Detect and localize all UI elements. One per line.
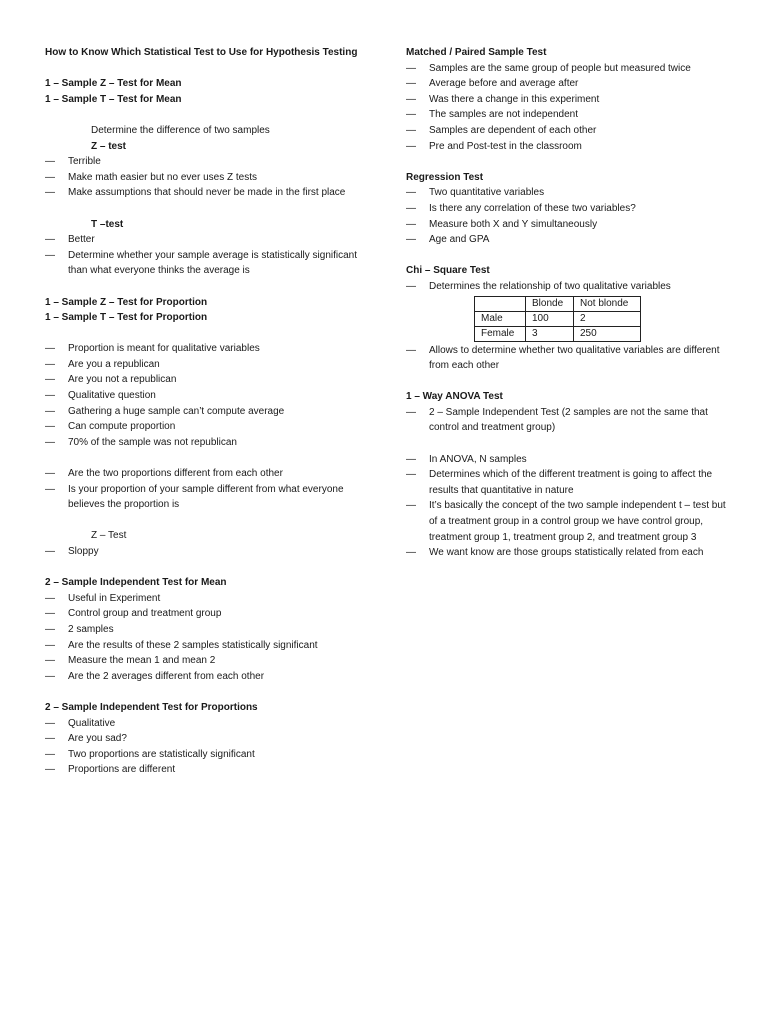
bullet-list [406, 185, 726, 247]
dash-bullet: — [45, 546, 55, 557]
list-item [406, 405, 726, 436]
bullet-list [45, 544, 375, 560]
section-heading: Matched / Paired Sample Test [406, 47, 547, 58]
table-cell: Female [475, 326, 526, 341]
dash-bullet: — [45, 171, 55, 183]
list-item [45, 185, 375, 201]
bullet-list [406, 405, 726, 436]
list-item-text: Proportions are different [68, 764, 176, 776]
list-item [45, 653, 375, 669]
section-intro: Determine the difference of two samples [91, 124, 270, 136]
subheading: Z – test [91, 140, 127, 152]
table-row [475, 311, 641, 326]
dash-bullet: — [45, 639, 55, 651]
dash-bullet: — [45, 608, 55, 620]
dash-bullet: — [45, 405, 55, 417]
dash-bullet: — [45, 764, 55, 776]
list-item-text: Measure both X and Y simultaneously [429, 218, 598, 230]
list-item-text: Useful in Experiment [68, 592, 161, 604]
dash-bullet: — [45, 623, 55, 635]
dash-bullet: — [406, 124, 416, 136]
section-heading: Regression Test [406, 171, 484, 183]
bullet-list [45, 466, 375, 513]
list-item-text: Proportion is meant for qualitative variables [68, 343, 260, 355]
list-item [406, 452, 726, 468]
list-item-text: Determine whether your sample average is statistically significant than what everyone thinks the average is [68, 249, 358, 277]
dash-bullet: — [45, 187, 55, 199]
dash-bullet: — [45, 358, 55, 370]
table-row [475, 326, 641, 341]
dash-bullet: — [406, 218, 416, 230]
dash-bullet: — [406, 234, 416, 246]
list-item [45, 716, 375, 732]
list-item-text: The samples are not independent [429, 109, 578, 121]
list-item [45, 388, 375, 404]
list-item-text: Are the 2 averages different from each other [68, 670, 265, 682]
list-item [406, 92, 726, 108]
list-item [406, 123, 726, 139]
list-item-text: Samples are the same group of people but measured twice [429, 62, 691, 74]
dash-bullet: — [406, 78, 416, 90]
list-item [45, 232, 375, 248]
dash-bullet: — [45, 436, 55, 448]
document-title: How to Know Which Statistical Test to Use for Hypothesis Testing [45, 47, 358, 58]
dash-bullet: — [45, 374, 55, 386]
left-column [45, 45, 375, 778]
bullet-list [45, 232, 375, 279]
list-item [45, 731, 375, 747]
list-item [406, 107, 726, 123]
list-item [406, 139, 726, 155]
dash-bullet: — [406, 453, 416, 465]
dash-bullet: — [45, 483, 55, 495]
section-heading: 2 – Sample Independent Test for Proportions [45, 701, 258, 713]
table-cell: Blonde [526, 296, 574, 311]
list-item-text: Qualitative question [68, 390, 156, 402]
dash-bullet: — [406, 280, 416, 292]
list-item [406, 279, 726, 295]
list-item-text: It’s basically the concept of the two sample independent t – test but of a treatment group in a control group we have control group, treatment group 1, treatment group 2, and treatment group 3 [429, 500, 726, 543]
dash-bullet: — [406, 344, 416, 356]
dash-bullet: — [45, 343, 55, 355]
list-item [45, 404, 375, 420]
bullet-list [406, 452, 726, 561]
list-item-text: Qualitative [68, 717, 116, 729]
dash-bullet: — [406, 469, 416, 481]
list-item-text: Samples are dependent of each other [429, 124, 597, 136]
list-item-text: Are you sad? [68, 733, 127, 745]
right-column [406, 45, 726, 561]
dash-bullet: — [406, 187, 416, 199]
table-cell: 2 [574, 311, 641, 326]
list-item [45, 622, 375, 638]
list-item [45, 170, 375, 186]
list-item-text: Two quantitative variables [429, 187, 545, 199]
table-cell: Not blonde [574, 296, 641, 311]
bullet-list [45, 716, 375, 778]
list-item-text: Are you not a republican [68, 374, 177, 386]
list-item-text: Are the results of these 2 samples statistically significant [68, 639, 318, 651]
list-item [45, 341, 375, 357]
list-item [406, 201, 726, 217]
dash-bullet: — [406, 547, 416, 559]
bullet-list [45, 591, 375, 685]
list-item-text: Measure the mean 1 and mean 2 [68, 655, 216, 667]
section-heading: 1 – Sample Z – Test for Mean [45, 78, 182, 90]
dash-bullet: — [45, 468, 55, 480]
dash-bullet: — [45, 234, 55, 246]
list-item-text: Control group and treatment group [68, 608, 222, 620]
table-cell: 250 [574, 326, 641, 341]
list-item [45, 419, 375, 435]
list-item-text: Are you a republican [68, 358, 160, 370]
table-cell: 100 [526, 311, 574, 326]
section-heading: 1 – Sample T – Test for Mean [45, 93, 182, 105]
list-item [45, 154, 375, 170]
section-heading: 2 – Sample Independent Test for Mean [45, 577, 227, 589]
list-item [406, 545, 726, 561]
list-item-text: Terrible [68, 156, 101, 168]
list-item-text: Two proportions are statistically significant [68, 748, 255, 760]
list-item-text: Make math easier but no ever uses Z tests [68, 171, 257, 183]
dash-bullet: — [406, 62, 416, 74]
list-item-text: Are the two proportions different from each other [68, 468, 283, 480]
list-item [45, 747, 375, 763]
table-cell: Male [475, 311, 526, 326]
list-item-text: Pre and Post-test in the classroom [429, 140, 582, 152]
dash-bullet: — [45, 390, 55, 402]
list-item-text: Is there any correlation of these two variables? [429, 202, 636, 214]
bullet-list [406, 61, 726, 155]
section-heading: 1 – Sample T – Test for Proportion [45, 312, 208, 324]
list-item [406, 232, 726, 248]
bullet-list [406, 279, 726, 295]
list-item [45, 544, 375, 560]
list-item-text: Determines which of the different treatment is going to affect the results that quantitative in nature [429, 469, 713, 496]
bullet-list [45, 341, 375, 450]
dash-bullet: — [45, 748, 55, 760]
list-item [45, 466, 375, 482]
list-item [406, 61, 726, 77]
list-item-text: We want know are those groups statistically related from each [429, 547, 704, 559]
dash-bullet: — [406, 109, 416, 121]
list-item-text: Was there a change in this experiment [429, 93, 600, 105]
section-heading: Chi – Square Test [406, 265, 490, 277]
dash-bullet: — [45, 733, 55, 745]
table-row [475, 296, 641, 311]
list-item-text: Average before and average after [429, 78, 579, 90]
list-item-text: Make assumptions that should never be made in the first place [68, 187, 346, 199]
list-item-text: Age and GPA [429, 234, 490, 246]
list-item-text: Determines the relationship of two qualitative variables [429, 280, 671, 292]
subheading: Z – Test [91, 530, 127, 542]
list-item-text: 2 samples [68, 623, 114, 635]
dash-bullet: — [45, 717, 55, 729]
list-item [45, 638, 375, 654]
dash-bullet: — [45, 592, 55, 604]
list-item [406, 467, 726, 498]
list-item [45, 762, 375, 778]
dash-bullet: — [45, 655, 55, 667]
bullet-list [45, 154, 375, 201]
list-item-text: Allows to determine whether two qualitative variables are different from each other [429, 344, 720, 372]
list-item [45, 435, 375, 451]
list-item [406, 76, 726, 92]
dash-bullet: — [45, 421, 55, 433]
dash-bullet: — [45, 156, 55, 168]
dash-bullet: — [406, 500, 416, 512]
dash-bullet: — [406, 140, 416, 152]
list-item-text: In ANOVA, N samples [429, 453, 527, 465]
list-item [406, 217, 726, 233]
list-item-text: Is your proportion of your sample different from what everyone believes the proportion is [68, 483, 344, 511]
list-item-text: 2 – Sample Independent Test (2 samples are not the same that control and treatment group) [429, 406, 708, 434]
list-item [45, 669, 375, 685]
list-item [45, 357, 375, 373]
list-item-text: Gathering a huge sample can’t compute average [68, 405, 285, 417]
chi-square-table [474, 296, 641, 342]
list-item [406, 343, 726, 374]
dash-bullet: — [45, 249, 55, 261]
list-item-text: Better [68, 234, 95, 246]
list-item [45, 606, 375, 622]
dash-bullet: — [406, 93, 416, 105]
list-item [45, 591, 375, 607]
bullet-list [406, 343, 726, 374]
list-item-text: 70% of the sample was not republican [68, 436, 237, 448]
table-cell [475, 296, 526, 311]
list-item [406, 185, 726, 201]
dash-bullet: — [45, 670, 55, 682]
subheading: T –test [91, 218, 124, 230]
section-heading: 1 – Way ANOVA Test [406, 391, 503, 403]
section-heading: 1 – Sample Z – Test for Proportion [45, 296, 208, 308]
list-item-text: Can compute proportion [68, 421, 176, 433]
dash-bullet: — [406, 406, 416, 418]
dash-bullet: — [406, 202, 416, 214]
table-cell: 3 [526, 326, 574, 341]
list-item [406, 498, 726, 545]
list-item [45, 248, 375, 279]
list-item [45, 372, 375, 388]
list-item-text: Sloppy [68, 546, 99, 557]
list-item [45, 482, 375, 513]
